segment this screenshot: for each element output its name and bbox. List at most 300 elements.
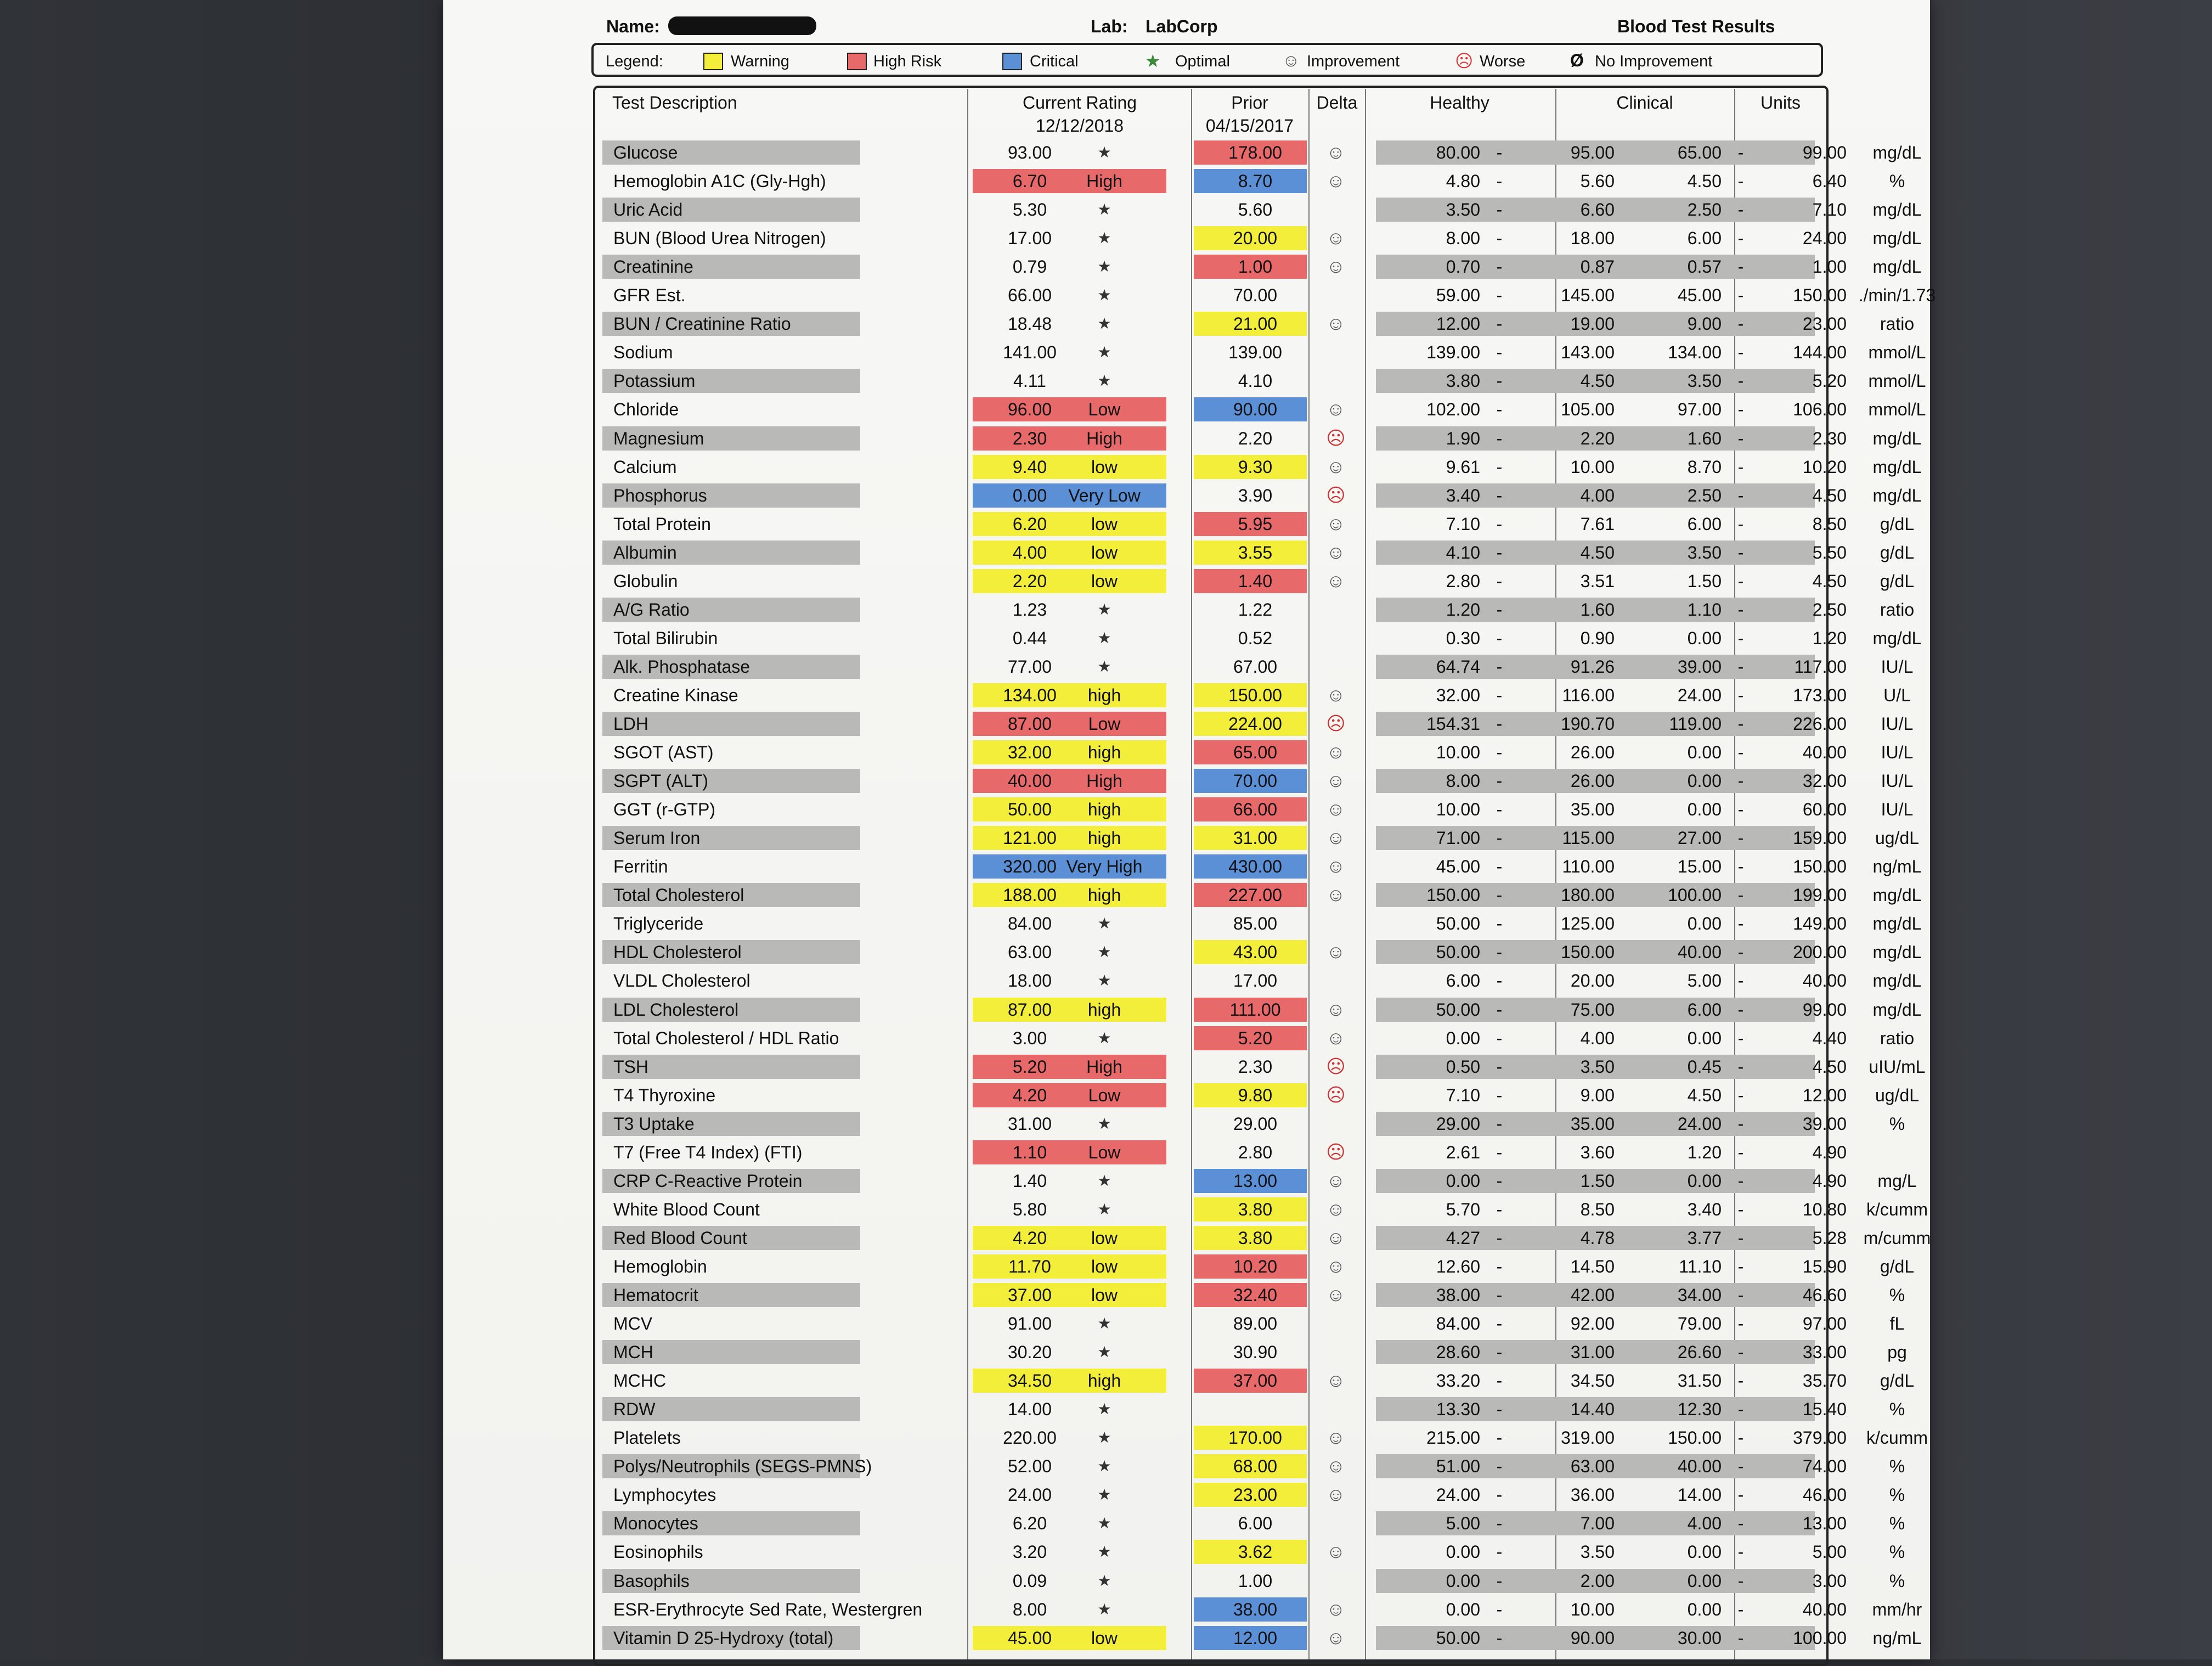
smiley-icon: ☺	[1326, 399, 1346, 420]
smiley-icon: ☺	[1326, 1170, 1346, 1191]
clinical-high: 199.00	[1793, 885, 1847, 905]
healthy-high: 10.00	[1570, 457, 1615, 477]
healthy-low: 150.00	[1426, 885, 1480, 905]
healthy-high: 0.90	[1580, 628, 1615, 648]
smiley-icon	[1310, 369, 1362, 393]
table-row	[443, 1367, 1930, 1395]
range-dash: -	[1496, 428, 1503, 448]
healthy-high: 26.00	[1570, 771, 1615, 791]
rating-flag: low	[1091, 514, 1118, 534]
healthy-high: 2.20	[1580, 428, 1615, 448]
current-value: 8.00	[1012, 1599, 1047, 1619]
healthy-high: 34.50	[1570, 1371, 1615, 1391]
prior-value: 30.90	[1233, 1342, 1278, 1363]
legend-no-improvement: No Improvement	[1595, 53, 1713, 70]
healthy-high: 6.60	[1580, 200, 1615, 220]
test-name: RDW	[613, 1399, 656, 1420]
unit: mg/L	[1877, 1170, 1917, 1191]
table-row	[443, 1167, 1930, 1196]
frown-icon: ☹	[1326, 1056, 1346, 1077]
range-dash: -	[1737, 1285, 1744, 1305]
frown-icon: ☹	[1326, 713, 1346, 734]
range-dash: -	[1496, 314, 1503, 334]
test-name: Sodium	[613, 342, 673, 363]
clinical-high: 4.90	[1812, 1170, 1847, 1191]
rating-flag: low	[1091, 1285, 1118, 1305]
prior-value: 178.00	[1228, 143, 1282, 162]
clinical-high: 159.00	[1793, 828, 1847, 848]
unit: %	[1889, 1485, 1905, 1505]
clinical-high: 5.28	[1812, 1228, 1847, 1248]
clinical-low: 0.57	[1687, 257, 1722, 277]
current-value: 3.00	[1012, 1028, 1047, 1048]
current-value: 4.20	[1012, 1228, 1047, 1248]
test-name: Calcium	[613, 457, 677, 477]
unit: IU/L	[1881, 714, 1914, 734]
test-name: Glucose	[613, 143, 678, 162]
range-dash: -	[1496, 485, 1503, 505]
range-dash: -	[1496, 1056, 1503, 1077]
rating-flag: High	[1086, 428, 1122, 448]
healthy-low: 102.00	[1426, 399, 1480, 420]
healthy-low: 7.10	[1446, 1085, 1480, 1105]
prior-value: 1.00	[1238, 1571, 1273, 1591]
table-row	[443, 196, 1930, 224]
unit: %	[1889, 1513, 1905, 1534]
range-dash: -	[1496, 1199, 1503, 1219]
range-dash: -	[1496, 1314, 1503, 1334]
current-value: 4.00	[1012, 542, 1047, 562]
test-name: Alk. Phosphatase	[613, 656, 751, 677]
star-icon: ★	[1097, 972, 1111, 989]
star-icon: ★	[1097, 1429, 1111, 1447]
range-dash: -	[1496, 742, 1503, 763]
current-value: 6.20	[1012, 514, 1047, 534]
prior-value: 2.80	[1238, 1142, 1273, 1162]
smiley-icon: ☺	[1326, 1541, 1346, 1563]
table-row	[443, 1510, 1930, 1538]
healthy-low: 9.61	[1446, 457, 1480, 477]
range-dash: -	[1737, 857, 1744, 877]
healthy-high: 36.00	[1570, 1485, 1615, 1505]
table-row	[443, 1424, 1930, 1453]
clinical-low: 40.00	[1677, 1456, 1722, 1477]
range-dash: -	[1737, 1028, 1744, 1048]
healthy-high: 14.40	[1570, 1399, 1615, 1420]
test-name: Hemoglobin A1C (Gly-Hgh)	[613, 171, 826, 192]
prior-value: 9.80	[1238, 1085, 1273, 1105]
column-header-clinical: Clinical	[1616, 93, 1673, 112]
table-row	[443, 710, 1930, 739]
rating-flag: low	[1091, 1228, 1118, 1248]
range-dash: -	[1496, 1371, 1503, 1391]
healthy-high: 8.50	[1580, 1199, 1615, 1219]
test-name: TSH	[613, 1056, 648, 1077]
healthy-high: 4.50	[1580, 371, 1615, 391]
table-row	[443, 1196, 1930, 1224]
range-dash: -	[1496, 1256, 1503, 1276]
prior-value: 70.00	[1233, 771, 1278, 791]
unit: g/dL	[1880, 514, 1915, 534]
table-row	[443, 310, 1930, 339]
test-name: Hematocrit	[613, 1285, 698, 1305]
prior-value: 20.00	[1233, 228, 1278, 249]
clinical-low: 0.00	[1687, 628, 1722, 648]
current-value: 18.00	[1007, 971, 1052, 991]
range-dash: -	[1737, 942, 1744, 963]
prior-value: 70.00	[1233, 285, 1278, 306]
current-value: 0.09	[1012, 1571, 1047, 1591]
clinical-high: 8.50	[1812, 514, 1847, 534]
table-row	[443, 624, 1930, 653]
test-name: MCV	[613, 1314, 653, 1334]
clinical-high: 149.00	[1793, 914, 1847, 934]
smiley-icon: ☺	[1326, 999, 1346, 1020]
clinical-low: 8.70	[1687, 457, 1722, 477]
range-dash: -	[1737, 1314, 1744, 1334]
smiley-icon: ☺	[1326, 1027, 1346, 1049]
prior-value: 68.00	[1233, 1456, 1278, 1477]
smiley-icon: ☺	[1282, 50, 1300, 70]
healthy-low: 50.00	[1436, 1628, 1480, 1648]
healthy-high: 5.60	[1580, 171, 1615, 192]
healthy-high: 115.00	[1562, 828, 1615, 848]
column-header-units: Units	[1760, 93, 1801, 112]
range-dash: -	[1496, 828, 1503, 848]
clinical-high: 39.00	[1802, 1113, 1847, 1134]
healthy-high: 10.00	[1570, 1599, 1615, 1619]
smiley-icon: ☺	[1326, 1285, 1346, 1305]
range-dash: -	[1496, 656, 1503, 677]
range-dash: -	[1737, 914, 1744, 934]
healthy-high: 145.00	[1561, 285, 1615, 306]
clinical-high: 35.70	[1802, 1371, 1847, 1391]
prior-value: 2.30	[1238, 1056, 1273, 1077]
clinical-low: 34.00	[1677, 1285, 1722, 1305]
star-icon: ★	[1097, 1457, 1111, 1475]
healthy-low: 2.61	[1446, 1142, 1480, 1162]
table-row	[443, 367, 1930, 396]
prior-value	[1200, 1397, 1310, 1421]
clinical-high: 4.40	[1812, 1028, 1847, 1048]
clinical-high: 173.00	[1793, 685, 1847, 705]
prior-value: 9.30	[1238, 457, 1273, 477]
prior-value: 224.00	[1228, 714, 1282, 734]
test-name: LDH	[613, 714, 649, 734]
healthy-low: 38.00	[1436, 1285, 1480, 1305]
clinical-high: 5.00	[1812, 1542, 1847, 1562]
rating-flag: low	[1091, 457, 1118, 477]
clinical-low: 2.50	[1687, 200, 1722, 220]
current-value: 220.00	[1003, 1428, 1057, 1448]
healthy-low: 32.00	[1436, 685, 1480, 705]
healthy-high: 3.50	[1580, 1056, 1615, 1077]
current-value: 24.00	[1007, 1485, 1052, 1505]
healthy-low: 3.80	[1446, 371, 1480, 391]
healthy-low: 5.70	[1446, 1199, 1480, 1219]
range-dash: -	[1496, 1599, 1503, 1619]
test-name: LDL Cholesterol	[613, 999, 739, 1020]
legend-high-risk: High Risk	[873, 53, 942, 70]
rating-flag: Very Low	[1068, 485, 1141, 505]
range-dash: -	[1737, 171, 1744, 192]
current-value: 5.30	[1012, 200, 1047, 220]
table-row	[443, 910, 1930, 938]
healthy-low: 2.80	[1446, 571, 1480, 591]
current-value: 37.00	[1007, 1285, 1052, 1305]
range-dash: -	[1496, 628, 1503, 648]
star-icon: ★	[1097, 1600, 1111, 1618]
range-dash: -	[1496, 1085, 1503, 1105]
rating-flag: low	[1091, 571, 1118, 591]
prior-value: 65.00	[1233, 742, 1278, 763]
test-name: A/G Ratio	[613, 599, 690, 620]
clinical-low: 45.00	[1677, 285, 1722, 306]
test-name: Polys/Neutrophils (SEGS-PMNS)	[613, 1456, 872, 1477]
clinical-low: 14.00	[1677, 1485, 1722, 1505]
test-name: BUN / Creatinine Ratio	[613, 314, 791, 334]
clinical-low: 0.00	[1687, 914, 1722, 934]
unit: mg/dL	[1872, 885, 1922, 905]
clinical-low: 24.00	[1677, 685, 1722, 705]
healthy-high: 35.00	[1570, 1113, 1615, 1134]
healthy-low: 0.00	[1446, 1170, 1480, 1191]
prior-value: 31.00	[1233, 828, 1278, 848]
prior-value: 8.70	[1238, 171, 1273, 192]
healthy-high: 63.00	[1570, 1456, 1615, 1477]
healthy-low: 6.00	[1446, 971, 1480, 991]
range-dash: -	[1737, 1142, 1744, 1162]
range-dash: -	[1737, 1056, 1744, 1077]
healthy-low: 33.20	[1436, 1371, 1480, 1391]
healthy-high: 4.78	[1580, 1228, 1615, 1248]
current-value: 84.00	[1007, 914, 1052, 934]
range-dash: -	[1737, 228, 1744, 249]
unit: g/dL	[1880, 1371, 1915, 1391]
unit: m/cumm	[1863, 1228, 1931, 1248]
table-row	[443, 1596, 1930, 1624]
table-row	[443, 510, 1930, 539]
legend-improvement: Improvement	[1307, 53, 1400, 70]
prior-value: 2.20	[1238, 428, 1273, 448]
prior-value: 170.00	[1228, 1428, 1282, 1448]
test-name: Chloride	[613, 399, 679, 420]
smiley-icon	[1310, 1397, 1362, 1421]
unit: g/dL	[1880, 571, 1915, 591]
range-dash: -	[1496, 857, 1503, 877]
clinical-high: 117.00	[1794, 656, 1847, 677]
clinical-low: 0.45	[1687, 1056, 1722, 1077]
healthy-high: 90.00	[1570, 1628, 1615, 1648]
test-name: Monocytes	[613, 1513, 698, 1534]
range-dash: -	[1737, 1428, 1744, 1448]
table-row	[443, 1110, 1930, 1139]
table-row	[443, 1338, 1930, 1367]
unit: uIU/mL	[1869, 1056, 1926, 1077]
clinical-high: 40.00	[1802, 1599, 1847, 1619]
clinical-high: 15.90	[1802, 1256, 1847, 1276]
healthy-low: 5.00	[1446, 1513, 1480, 1534]
smiley-icon	[1310, 340, 1362, 364]
star-icon: ★	[1097, 286, 1111, 304]
healthy-low: 12.00	[1436, 314, 1480, 334]
healthy-low: 71.00	[1436, 828, 1480, 848]
test-name: GGT (r-GTP)	[613, 800, 716, 820]
healthy-high: 0.87	[1580, 257, 1615, 277]
prior-value: 32.40	[1233, 1285, 1278, 1305]
clinical-low: 79.00	[1677, 1314, 1722, 1334]
prior-value: 5.60	[1238, 200, 1273, 220]
prior-value: 23.00	[1233, 1485, 1278, 1505]
healthy-low: 50.00	[1436, 999, 1480, 1020]
range-dash: -	[1496, 599, 1503, 620]
clinical-low: 30.00	[1677, 1628, 1722, 1648]
prior-value: 3.80	[1238, 1199, 1273, 1219]
table-row	[443, 1281, 1930, 1310]
range-dash: -	[1737, 485, 1744, 505]
rating-flag: low	[1091, 542, 1118, 562]
table-row	[443, 1624, 1930, 1653]
range-dash: -	[1496, 571, 1503, 591]
smiley-icon	[1310, 598, 1362, 622]
healthy-low: 4.10	[1446, 542, 1480, 562]
clinical-low: 6.00	[1687, 514, 1722, 534]
legend-label: Legend:	[606, 53, 663, 70]
current-value: 63.00	[1007, 942, 1052, 963]
unit: ratio	[1880, 314, 1915, 334]
healthy-high: 31.00	[1570, 1342, 1615, 1363]
table-row	[443, 396, 1930, 424]
healthy-low: 80.00	[1436, 143, 1480, 162]
table-row	[443, 881, 1930, 910]
clinical-high: 144.00	[1793, 342, 1847, 363]
table-row	[443, 453, 1930, 482]
clinical-high: 40.00	[1802, 742, 1847, 763]
healthy-low: 84.00	[1436, 1314, 1480, 1334]
smiley-icon: ☺	[1326, 513, 1346, 534]
star-icon: ★	[1097, 1200, 1111, 1218]
range-dash: -	[1496, 771, 1503, 791]
frown-icon: ☹	[1326, 485, 1346, 506]
prior-date: 04/15/2017	[1205, 116, 1294, 136]
prior-value: 21.00	[1233, 314, 1278, 334]
healthy-low: 29.00	[1436, 1113, 1480, 1134]
unit: U/L	[1883, 685, 1911, 705]
star-icon: ★	[1097, 315, 1111, 333]
unit: mm/hr	[1872, 1599, 1922, 1619]
unit: ratio	[1880, 599, 1915, 620]
unit	[1853, 1140, 1941, 1164]
test-name: Total Protein	[613, 514, 711, 534]
healthy-low: 59.00	[1436, 285, 1480, 306]
range-dash: -	[1737, 1399, 1744, 1420]
unit: %	[1889, 1571, 1905, 1591]
range-dash: -	[1496, 1285, 1503, 1305]
clinical-low: 0.00	[1687, 1571, 1722, 1591]
rating-flag: high	[1087, 999, 1121, 1020]
table-row	[443, 796, 1930, 824]
table-row	[443, 425, 1930, 453]
prior-value: 3.80	[1238, 1228, 1273, 1248]
table-row	[443, 253, 1930, 282]
range-dash: -	[1496, 171, 1503, 192]
healthy-high: 116.00	[1562, 685, 1615, 705]
prior-value: 150.00	[1228, 685, 1282, 705]
rating-flag: High	[1086, 771, 1122, 791]
current-value: 66.00	[1007, 285, 1052, 306]
current-date: 12/12/2018	[1035, 116, 1124, 136]
clinical-low: 1.50	[1687, 571, 1722, 591]
range-dash: -	[1496, 1399, 1503, 1420]
table-row	[443, 482, 1930, 510]
range-dash: -	[1496, 971, 1503, 991]
test-name: Globulin	[613, 571, 678, 591]
unit: ug/dL	[1875, 828, 1920, 848]
clinical-high: 4.50	[1812, 1056, 1847, 1077]
clinical-low: 40.00	[1677, 942, 1722, 963]
table-row	[443, 1310, 1930, 1338]
unit: mg/dL	[1872, 999, 1922, 1020]
range-dash: -	[1737, 542, 1744, 562]
current-value: 45.00	[1007, 1628, 1052, 1648]
healthy-high: 9.00	[1580, 1085, 1615, 1105]
test-name: Platelets	[613, 1428, 681, 1448]
clinical-high: 74.00	[1802, 1456, 1847, 1477]
rating-flag: Low	[1088, 714, 1121, 734]
healthy-high: 190.70	[1561, 714, 1615, 734]
rating-flag: high	[1087, 828, 1121, 848]
range-dash: -	[1737, 685, 1744, 705]
healthy-high: 18.00	[1570, 228, 1615, 249]
prior-value: 43.00	[1233, 942, 1278, 963]
rating-flag: low	[1091, 1256, 1118, 1276]
table-row	[443, 1082, 1930, 1110]
prior-value: 13.00	[1233, 1170, 1278, 1191]
range-dash: -	[1496, 1342, 1503, 1363]
clinical-high: 99.00	[1802, 999, 1847, 1020]
test-name: White Blood Count	[613, 1199, 760, 1219]
legend-worse: Worse	[1480, 53, 1526, 70]
clinical-low: 24.00	[1677, 1113, 1722, 1134]
test-name: T3 Uptake	[613, 1113, 695, 1134]
healthy-high: 75.00	[1570, 999, 1615, 1020]
test-name: Phosphorus	[613, 485, 707, 505]
legend-critical: Critical	[1030, 53, 1079, 70]
star-icon: ★	[1097, 1543, 1111, 1561]
smiley-icon: ☺	[1326, 171, 1346, 192]
clinical-low: 6.00	[1687, 228, 1722, 249]
healthy-low: 139.00	[1426, 342, 1480, 363]
test-name: Eosinophils	[613, 1542, 703, 1562]
range-dash: -	[1496, 1485, 1503, 1505]
range-dash: -	[1737, 771, 1744, 791]
healthy-high: 4.00	[1580, 485, 1615, 505]
prior-value: 89.00	[1233, 1314, 1278, 1334]
clinical-high: 10.80	[1802, 1199, 1847, 1219]
unit: mmol/L	[1868, 399, 1926, 420]
clinical-low: 31.50	[1677, 1371, 1722, 1391]
range-dash: -	[1737, 399, 1744, 420]
table-row	[443, 1053, 1930, 1082]
clinical-high: 4.90	[1812, 1142, 1847, 1162]
test-name: Serum Iron	[613, 828, 701, 848]
unit: mg/dL	[1872, 971, 1922, 991]
healthy-high: 4.50	[1580, 542, 1615, 562]
column-header-current	[970, 91, 1189, 137]
clinical-high: 100.00	[1793, 1628, 1847, 1648]
unit: k/cumm	[1866, 1428, 1928, 1448]
healthy-low: 45.00	[1436, 857, 1480, 877]
